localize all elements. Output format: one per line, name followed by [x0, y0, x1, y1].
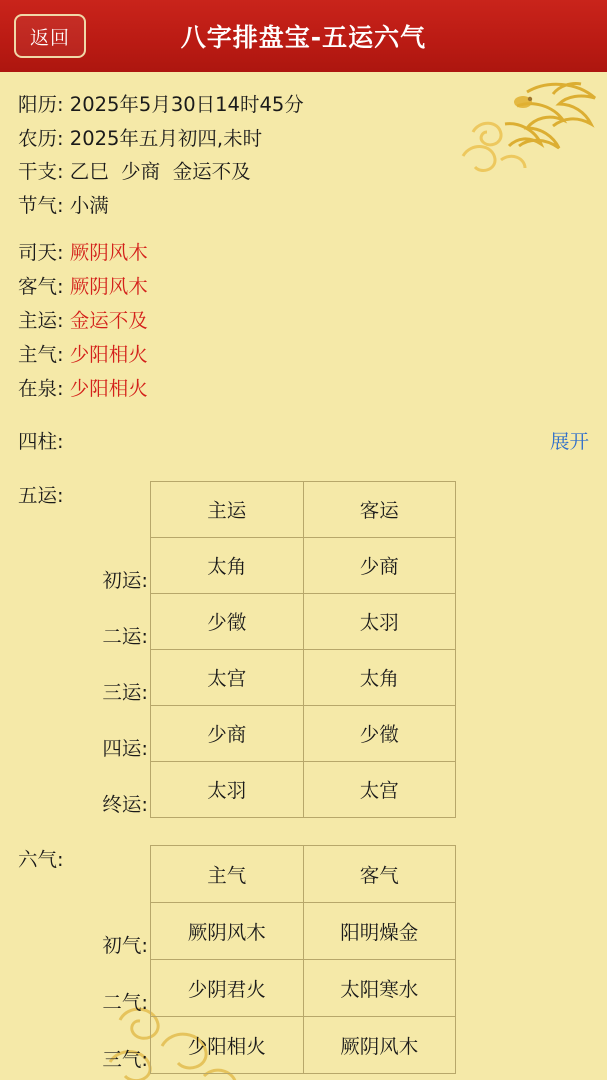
- ganzhi-label: 干支:: [18, 160, 64, 184]
- liuqi-r2-c0: 少阳相火: [151, 1016, 304, 1073]
- wuyun-r0-c1: 少商: [303, 537, 456, 593]
- liuqi-table: [150, 845, 456, 1074]
- expand-link[interactable]: 展开: [549, 429, 589, 453]
- table-row: [151, 902, 456, 959]
- table-row: [151, 649, 456, 705]
- zhuyun-label: 主运:: [18, 308, 64, 332]
- wuyun-r1-c1: 太羽: [303, 593, 456, 649]
- table-header-row: [151, 845, 456, 902]
- table-row: [151, 959, 456, 1016]
- keqi-line: [18, 270, 589, 304]
- table-header-row: [151, 481, 456, 537]
- zaiquan-line: [18, 372, 589, 406]
- wuyun-rowlabel-3: 四运:: [102, 736, 148, 760]
- sitian-value: 厥阴风木: [69, 241, 148, 265]
- sizhu-row: [18, 426, 589, 454]
- ganzhi-value: 乙巳 少商 金运不及: [69, 160, 251, 184]
- zhuyun-line: [18, 304, 589, 338]
- app-header: [0, 0, 607, 72]
- table-row: [151, 1016, 456, 1073]
- sizhu-label: 四柱:: [18, 429, 64, 453]
- table-row: [151, 761, 456, 817]
- wuyun-r4-c0: 太羽: [151, 761, 304, 817]
- jieqi-label: 节气:: [18, 193, 64, 217]
- wuyun-r3-c0: 少商: [151, 705, 304, 761]
- wuyun-rowlabel-0: 初运:: [102, 568, 148, 592]
- zaiquan-value: 少阳相火: [69, 376, 148, 400]
- wuyun-rowlabel-2: 三运:: [102, 680, 148, 704]
- jieqi-line: [18, 189, 589, 223]
- wuyun-r4-c1: 太宫: [303, 761, 456, 817]
- wuyun-table: [150, 481, 456, 818]
- liuqi-table-wrap: [18, 845, 589, 1074]
- ganzhi-line: [18, 155, 589, 189]
- wuyun-header-zhuyun: 主运: [151, 481, 304, 537]
- wuyun-rowlabel-4: 终运:: [102, 792, 148, 816]
- main-content: [0, 72, 607, 1080]
- liuqi-r1-c0: 少阴君火: [151, 959, 304, 1016]
- wuyun-r2-c0: 太宫: [151, 649, 304, 705]
- table-row: [151, 537, 456, 593]
- liuqi-r2-c1: 厥阴风木: [303, 1016, 456, 1073]
- sitian-label: 司天:: [18, 241, 64, 265]
- sitian-line: [18, 236, 589, 270]
- zhuyun-value: 金运不及: [69, 308, 148, 332]
- solar-date-line: [18, 88, 589, 122]
- date-info-block: [18, 88, 589, 222]
- solar-date-value: 2025年5月30日14时45分: [69, 93, 304, 116]
- liuqi-rowlabel-2: 三气:: [102, 1047, 148, 1071]
- liuqi-rowlabel-0: 初气:: [102, 933, 148, 957]
- wuyun-r1-c0: 少徵: [151, 593, 304, 649]
- liuqi-rowlabel-1: 二气:: [102, 990, 148, 1014]
- liuqi-r0-c0: 厥阴风木: [151, 902, 304, 959]
- wuyun-r2-c1: 太角: [303, 649, 456, 705]
- zaiquan-label: 在泉:: [18, 376, 64, 400]
- back-button[interactable]: 返回: [14, 14, 86, 58]
- page-title: 八字排盘宝-五运六气: [180, 23, 427, 52]
- liuqi-r1-c1: 太阳寒水: [303, 959, 456, 1016]
- solar-date-label: 阳历:: [18, 93, 64, 116]
- liuqi-header-keqi: 客气: [303, 845, 456, 902]
- liuqi-r0-c1: 阳明燥金: [303, 902, 456, 959]
- keqi-value: 厥阴风木: [69, 275, 148, 299]
- table-row: [151, 705, 456, 761]
- keqi-label: 客气:: [18, 275, 64, 299]
- wuyun-header-keyun: 客运: [303, 481, 456, 537]
- zhuqi-value: 少阳相火: [69, 342, 148, 366]
- wuyun-r0-c0: 太角: [151, 537, 304, 593]
- liuqi-section-label: 六气:: [18, 847, 64, 871]
- jieqi-value: 小满: [69, 193, 109, 217]
- attributes-block: [18, 236, 589, 406]
- wuyun-rowlabel-1: 二运:: [102, 624, 148, 648]
- table-row: [151, 593, 456, 649]
- lunar-date-line: [18, 122, 589, 156]
- zhuqi-label: 主气:: [18, 342, 64, 366]
- wuyun-table-wrap: [18, 481, 589, 818]
- liuqi-header-zhuqi: 主气: [151, 845, 304, 902]
- wuyun-r3-c1: 少徵: [303, 705, 456, 761]
- zhuqi-line: [18, 338, 589, 372]
- lunar-date-label: 农历:: [18, 126, 64, 150]
- lunar-date-value: 2025年五月初四,未时: [69, 126, 263, 150]
- wuyun-section-label: 五运:: [18, 483, 64, 507]
